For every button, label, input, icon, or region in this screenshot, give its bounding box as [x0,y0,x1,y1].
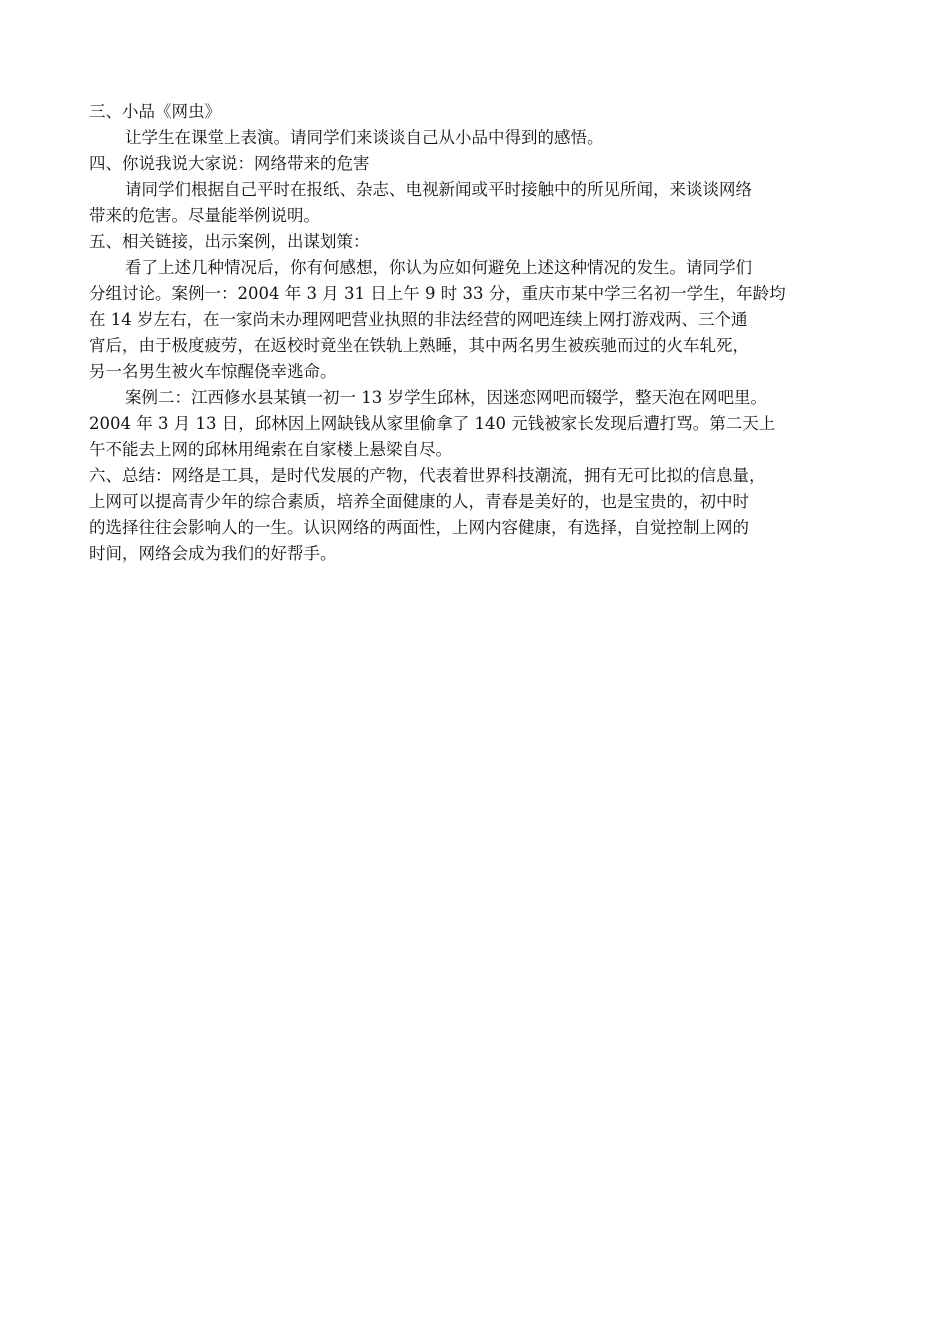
document-body [89,99,861,567]
paragraph-summary-line: 的选择往往会影响人的一生。认识网络的两面性，上网内容健康，有选择，自觉控制上网的 [89,518,749,537]
paragraph-case-one-line: 另一名男生被火车惊醒侥幸逃命。 [89,362,337,381]
heading-skit: 三、小品《网虫》 [89,102,221,121]
heading-discussion: 四、你说我说大家说：网络带来的危害 [89,154,370,173]
paragraph-summary-line: 时间，网络会成为我们的好帮手。 [89,544,337,563]
paragraph-case-one-line: 宵后，由于极度疲劳，在返校时竟坐在铁轨上熟睡，其中两名男生被疾驰而过的火车轧死， [89,336,749,355]
paragraph-summary-line: 上网可以提高青少年的综合素质，培养全面健康的人，青春是美好的，也是宝贵的，初中时 [89,492,749,511]
paragraph-discussion-line: 请同学们根据自己平时在报纸、杂志、电视新闻或平时接触中的所见所闻，来谈谈网络 [125,180,752,199]
paragraph-case-two-line: 案例二：江西修水县某镇一初一 13 岁学生邱林，因迷恋网吧而辍学，整天泡在网吧里。 [125,388,767,407]
paragraph-discussion-line: 带来的危害。尽量能举例说明。 [89,206,320,225]
heading-summary: 六、总结：网络是工具，是时代发展的产物，代表着世界科技潮流，拥有无可比拟的信息量， [89,466,766,485]
paragraph-case-two-line: 2004 年 3 月 13 日，邱林因上网缺钱从家里偷拿了 140 元钱被家长发现后遭打骂。第二天上 [89,414,776,433]
paragraph-case-one-line: 看了上述几种情况后，你有何感想，你认为应如何避免上述这种情况的发生。请同学们 [125,258,752,277]
paragraph-case-one-line: 分组讨论。案例一：2004 年 3 月 31 日上午 9 时 33 分，重庆市某中学三名初一学生，年龄均 [89,284,786,303]
paragraph-case-one-line: 在 14 岁左右，在一家尚未办理网吧营业执照的非法经营的网吧连续上网打游戏两、三个通 [89,310,748,329]
paragraph-skit: 让学生在课堂上表演。请同学们来谈谈自己从小品中得到的感悟。 [125,128,604,147]
heading-related-links: 五、相关链接，出示案例，出谋划策： [89,232,370,251]
paragraph-case-two-line: 午不能去上网的邱林用绳索在自家楼上悬梁自尽。 [89,440,452,459]
